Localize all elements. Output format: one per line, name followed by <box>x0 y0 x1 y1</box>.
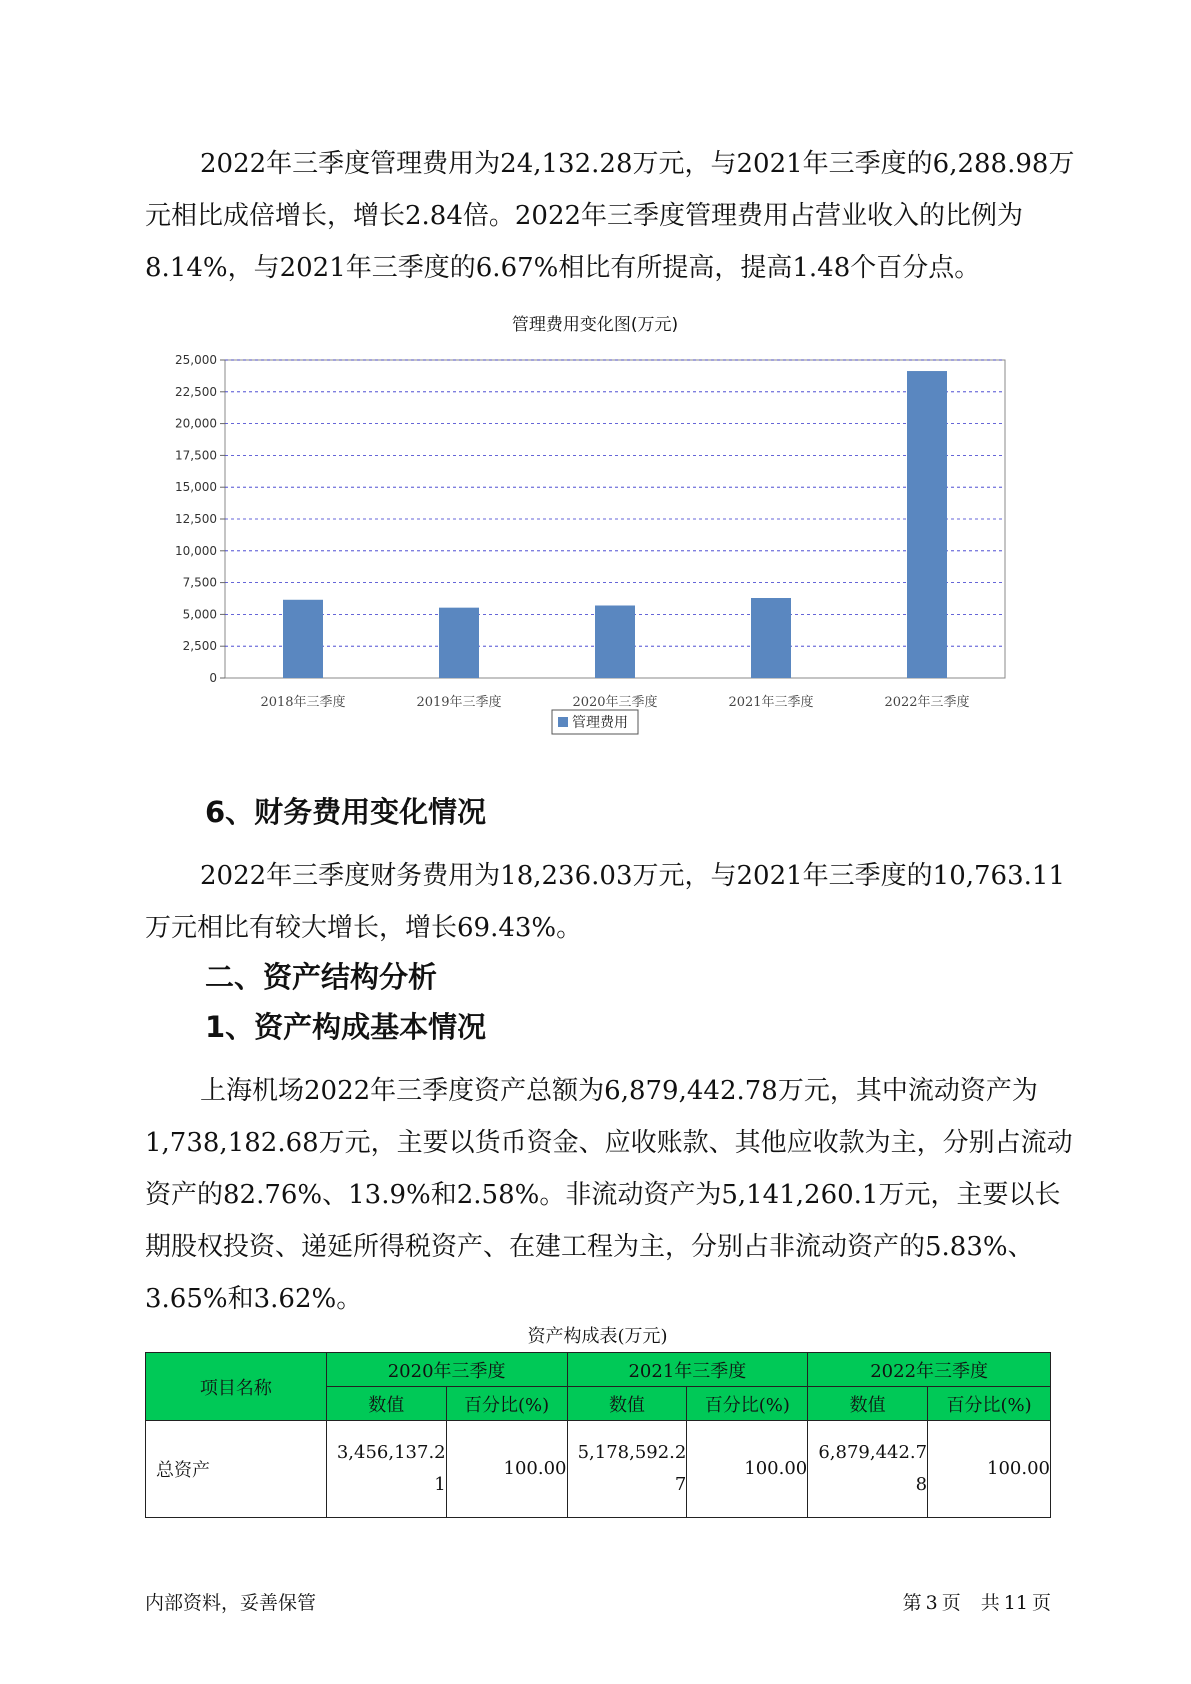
legend-swatch <box>558 717 568 727</box>
header-value: 数值 <box>326 1387 446 1421</box>
bar <box>595 605 635 678</box>
legend-label: 管理费用 <box>572 715 628 731</box>
total-unit: 页 <box>1031 1592 1051 1614</box>
x-tick-label: 2018年三季度 <box>260 695 346 710</box>
y-tick-label: 20,000 <box>175 416 217 431</box>
page-label: 第 <box>902 1592 922 1614</box>
x-tick-label: 2022年三季度 <box>884 695 970 710</box>
table-caption: 资产构成表(万元) <box>527 1326 668 1347</box>
x-tick-label: 2020年三季度 <box>572 695 658 710</box>
chart-svg <box>145 310 1045 770</box>
cell-value: 3,456,137.21 <box>326 1421 446 1518</box>
header-value: 数值 <box>808 1387 928 1421</box>
y-tick-label: 12,500 <box>175 512 217 526</box>
x-tick-label: 2021年三季度 <box>728 695 814 710</box>
paragraph-admin-expense: 2022年三季度管理费用为24,132.28万元，与2021年三季度的6,288.98万元相比成倍增长，增长2.84倍。2022年三季度管理费用占营业收入的比例为8.14%，与2021年三季度的6.67%相比有所提高，提高1.48个百分点。 <box>145 149 1075 283</box>
heading-finance-expense: 6、财务费用变化情况 <box>205 795 487 829</box>
header-item-name: 项目名称 <box>146 1353 327 1421</box>
y-tick-label: 10,000 <box>175 543 217 558</box>
total-label: 共 <box>980 1592 1000 1614</box>
asset-table <box>145 1352 1051 1518</box>
bar <box>907 371 947 678</box>
y-tick-label: 7,500 <box>182 575 217 590</box>
cell-value: 5,178,592.27 <box>567 1421 687 1518</box>
header-period-2021: 2021年三季度 <box>567 1353 808 1387</box>
bar <box>439 608 479 678</box>
heading-asset-structure: 二、资产结构分析 <box>205 960 438 994</box>
heading-asset-composition: 1、资产构成基本情况 <box>205 1010 487 1044</box>
admin-expense-chart <box>145 310 1045 770</box>
cell-percent: 100.00 <box>687 1421 808 1518</box>
cell-value: 6,879,442.78 <box>808 1421 928 1518</box>
bar <box>283 600 323 678</box>
y-tick-label: 22,500 <box>175 384 217 399</box>
y-tick-label: 5,000 <box>182 607 217 622</box>
table-row <box>146 1421 1051 1518</box>
page-unit: 页 <box>941 1592 961 1614</box>
cell-percent: 100.00 <box>446 1421 567 1518</box>
y-tick-label: 25,000 <box>175 353 217 367</box>
row-name: 总资产 <box>146 1421 327 1518</box>
paragraph-asset-composition: 上海机场2022年三季度资产总额为6,879,442.78万元，其中流动资产为1,738,182.68万元，主要以货币资金、应收账款、其他应收款为主，分别占流动资产的82.76%、13.9%和2.58%。非流动资产为5,141,260.1万元，主要以长期股权投资、递延所得税资产、在建工程为主，分别占非流动资产的5.83%、3.65%和3.62%。 <box>145 1076 1073 1314</box>
header-percent: 百分比(%) <box>928 1387 1051 1421</box>
header-percent: 百分比(%) <box>446 1387 567 1421</box>
header-percent: 百分比(%) <box>687 1387 808 1421</box>
y-tick-label: 15,000 <box>175 480 217 495</box>
page-num: 3 <box>925 1592 938 1614</box>
total-num: 11 <box>1003 1592 1028 1614</box>
x-tick-label: 2019年三季度 <box>416 695 502 710</box>
cell-percent: 100.00 <box>928 1421 1051 1518</box>
chart-title: 管理费用变化图(万元) <box>511 315 679 335</box>
bar <box>751 598 791 678</box>
header-period-2022: 2022年三季度 <box>808 1353 1051 1387</box>
footer-page-number <box>899 1588 1051 1615</box>
y-tick-label: 2,500 <box>182 639 217 654</box>
paragraph-finance-expense: 2022年三季度财务费用为18,236.03万元，与2021年三季度的10,763.11万元相比有较大增长，增长69.43%。 <box>145 861 1065 943</box>
footer-confidential: 内部资料，妥善保管 <box>145 1592 317 1614</box>
y-tick-label: 0 <box>209 671 217 685</box>
header-period-2020: 2020年三季度 <box>326 1353 567 1387</box>
header-value: 数值 <box>567 1387 687 1421</box>
y-tick-label: 17,500 <box>175 448 217 463</box>
